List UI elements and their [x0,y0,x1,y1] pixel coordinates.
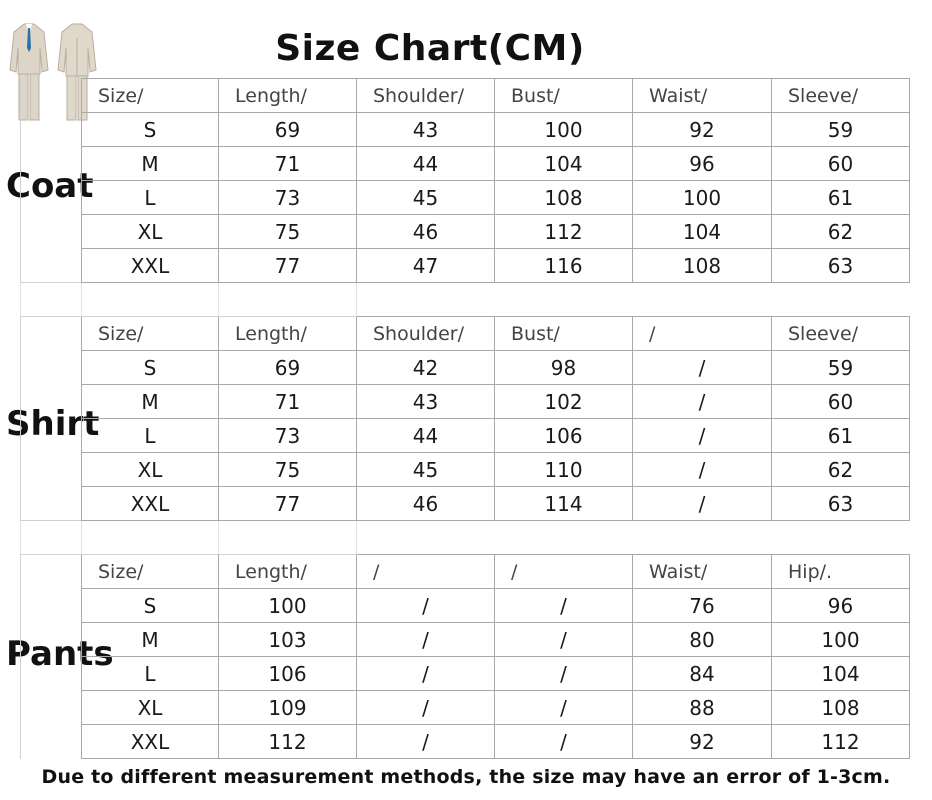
table-cell: S [82,589,219,623]
table-cell: 77 [219,487,357,521]
table-cell: 112 [495,215,633,249]
column-header: Sleeve/ [772,317,910,351]
table-cell: 84 [633,657,772,691]
section-label-cell [21,215,82,249]
section-label-cell [21,725,82,759]
table-cell: 45 [357,181,495,215]
section-spacer-row [21,283,910,317]
spacer-cell [772,521,910,555]
table-cell: 92 [633,725,772,759]
table-row [21,385,910,419]
column-header: / [633,317,772,351]
table-row [21,181,910,215]
table-cell: 116 [495,249,633,283]
table-cell: 77 [219,249,357,283]
section-label-cell [21,351,82,385]
table-cell: 96 [772,589,910,623]
table-row [21,351,910,385]
table-cell: / [633,385,772,419]
section-label-cell [21,113,82,147]
section-label-cell [21,181,82,215]
spacer-cell [633,521,772,555]
table-cell: 43 [357,113,495,147]
coat-section-label: Coat [6,166,94,206]
header-row [21,79,910,113]
table-cell: 73 [219,419,357,453]
spacer-cell [21,521,82,555]
section-label-cell [21,555,82,589]
column-header: Waist/ [633,79,772,113]
table-cell: 80 [633,623,772,657]
header-row [21,555,910,589]
table-cell: 44 [357,419,495,453]
section-label-cell [21,79,82,113]
table-cell: / [495,657,633,691]
table-cell: 112 [772,725,910,759]
section-label-cell [21,657,82,691]
page-title: Size Chart(CM) [275,28,585,69]
table-cell: 108 [633,249,772,283]
table-cell: 62 [772,453,910,487]
column-header: Bust/ [495,317,633,351]
table-cell: 100 [495,113,633,147]
table-cell: 96 [633,147,772,181]
table-cell: 103 [219,623,357,657]
table-cell: 63 [772,487,910,521]
spacer-cell [82,521,219,555]
section-label-cell [21,487,82,521]
table-cell: 88 [633,691,772,725]
table-row [21,691,910,725]
table-cell: XXL [82,725,219,759]
spacer-cell [21,283,82,317]
table-cell: 112 [219,725,357,759]
column-header: Hip/. [772,555,910,589]
section-label-cell [21,385,82,419]
table-cell: 61 [772,419,910,453]
table-cell: / [357,657,495,691]
column-header: Size/ [82,79,219,113]
table-row [21,487,910,521]
column-header: Length/ [219,79,357,113]
header-row [21,317,910,351]
table-row [21,657,910,691]
table-cell: 75 [219,453,357,487]
table-cell: 75 [219,215,357,249]
table-row [21,589,910,623]
table-cell: L [82,181,219,215]
section-label-cell [21,453,82,487]
table-cell: 46 [357,215,495,249]
table-cell: M [82,147,219,181]
table-cell: 76 [633,589,772,623]
table-cell: 45 [357,453,495,487]
table-cell: 104 [633,215,772,249]
table-row [21,249,910,283]
table-cell: 62 [772,215,910,249]
table-cell: 106 [495,419,633,453]
spacer-cell [495,521,633,555]
table-cell: / [357,725,495,759]
spacer-cell [495,283,633,317]
section-label-cell [21,249,82,283]
spacer-cell [219,283,357,317]
column-header: Shoulder/ [357,317,495,351]
column-header: Sleeve/ [772,79,910,113]
table-cell: 100 [772,623,910,657]
table-cell: 108 [495,181,633,215]
spacer-cell [357,521,495,555]
size-chart-table [20,78,910,759]
table-cell: 47 [357,249,495,283]
spacer-cell [772,283,910,317]
table-cell: / [357,691,495,725]
table-cell: / [633,487,772,521]
spacer-cell [357,283,495,317]
section-label-cell [21,419,82,453]
table-cell: 61 [772,181,910,215]
table-cell: / [633,419,772,453]
table-cell: 109 [219,691,357,725]
table-row [21,725,910,759]
table-cell: 104 [495,147,633,181]
table-cell: 98 [495,351,633,385]
table-cell: 114 [495,487,633,521]
table-row [21,623,910,657]
table-cell: 43 [357,385,495,419]
table-cell: / [633,351,772,385]
table-row [21,147,910,181]
table-cell: 92 [633,113,772,147]
table-cell: / [495,623,633,657]
table-cell: 71 [219,147,357,181]
shirt-section-label: Shirt [6,404,100,444]
column-header: Bust/ [495,79,633,113]
table-row [21,453,910,487]
table-cell: 44 [357,147,495,181]
table-cell: 60 [772,385,910,419]
table-cell: S [82,113,219,147]
table-cell: L [82,657,219,691]
table-cell: M [82,623,219,657]
table-cell: 108 [772,691,910,725]
measurement-note: Due to different measurement methods, the size may have an error of 1-3cm. [41,766,891,788]
section-label-cell [21,317,82,351]
section-label-cell [21,589,82,623]
column-header: / [357,555,495,589]
table-cell: 42 [357,351,495,385]
section-label-cell [21,623,82,657]
table-cell: / [495,725,633,759]
table-cell: M [82,385,219,419]
spacer-cell [633,283,772,317]
column-header: Size/ [82,555,219,589]
table-cell: S [82,351,219,385]
table-cell: 59 [772,113,910,147]
table-cell: 104 [772,657,910,691]
table-cell: XL [82,691,219,725]
table-cell: 100 [633,181,772,215]
table-cell: 110 [495,453,633,487]
column-header: Length/ [219,555,357,589]
table-row [21,419,910,453]
table-cell: / [633,453,772,487]
table-cell: / [357,623,495,657]
column-header: Shoulder/ [357,79,495,113]
table-cell: L [82,419,219,453]
section-label-cell [21,691,82,725]
column-header: Length/ [219,317,357,351]
table-cell: XXL [82,249,219,283]
table-cell: 63 [772,249,910,283]
column-header: Waist/ [633,555,772,589]
spacer-cell [82,283,219,317]
section-label-cell [21,147,82,181]
table-cell: 106 [219,657,357,691]
table-cell: 100 [219,589,357,623]
table-cell: 73 [219,181,357,215]
column-header: / [495,555,633,589]
table-cell: 71 [219,385,357,419]
table-cell: XXL [82,487,219,521]
section-spacer-row [21,521,910,555]
table-cell: 46 [357,487,495,521]
table-row [21,113,910,147]
column-header: Size/ [82,317,219,351]
table-cell: 59 [772,351,910,385]
pants-section-label: Pants [6,634,114,674]
table-cell: 60 [772,147,910,181]
table-cell: XL [82,453,219,487]
table-cell: 69 [219,113,357,147]
table-cell: XL [82,215,219,249]
spacer-cell [219,521,357,555]
table-cell: / [495,691,633,725]
table-cell: / [495,589,633,623]
table-cell: 102 [495,385,633,419]
table-row [21,215,910,249]
table-cell: / [357,589,495,623]
table-cell: 69 [219,351,357,385]
